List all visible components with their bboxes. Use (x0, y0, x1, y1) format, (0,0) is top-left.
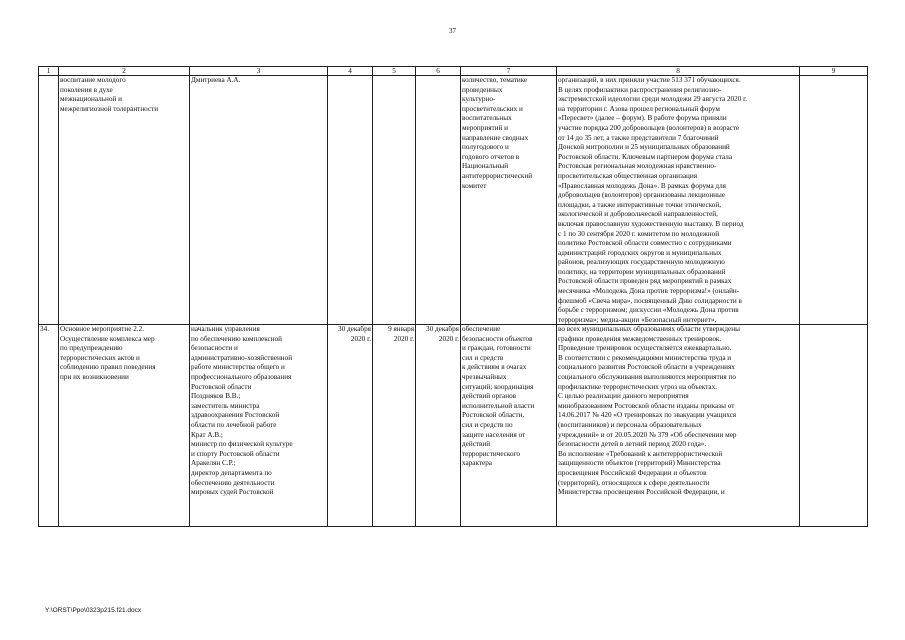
cell-line: и спорту Ростовской области (191, 449, 280, 458)
cell-line: социального развития Ростовской области в учреждениях (558, 363, 735, 372)
cell-line: здравоохранения Ростовской (191, 411, 280, 420)
cell-line: 14.06.2017 № 420 «О тренировках по эвакуации учащихся (558, 411, 737, 420)
table-row (39, 325, 868, 527)
cell-line: безопасности объектов (462, 334, 533, 343)
cell-line: Основное мероприятие 2.2. (60, 325, 145, 333)
cell-line: на территории г. Азова прошел региональный форум (558, 104, 720, 113)
table-cell-col-8 (557, 76, 800, 325)
column-header-1: 1 (39, 67, 59, 76)
table-cell-col-7 (461, 76, 557, 325)
cell-line: месячника «Молодежь Дона против терроризма!» (онлайн- (558, 287, 740, 296)
cell-line: минобразованием Ростовской области изданы приказы от (558, 401, 735, 410)
cell-line: просветительская общественная организация (558, 171, 698, 180)
cell-line: мероприятий и (462, 123, 508, 132)
cell-line: администраций городских округов и муниципальных (558, 248, 722, 257)
table-cell-col-4 (328, 76, 373, 325)
cell-line: Аракелян С.Р.; (191, 459, 236, 468)
cell-line: организаций, в них приняли участие 513 371 обучающихся. (558, 76, 741, 84)
cell-line: Ростовской области, (462, 411, 525, 420)
cell-line: (воспитанников) и персонала образовательных (558, 420, 702, 429)
cell-line: Донской митрополии и 25 муниципальных образований (558, 143, 730, 152)
cell-line: Ростовская региональная молодежная нравственно- (558, 162, 717, 171)
cell-line: С целью реализации данного мероприятия (558, 392, 689, 401)
cell-line: 30 декабря (338, 325, 371, 333)
row-number: 34. (40, 325, 49, 333)
cell-line: воспитание молодого (60, 76, 126, 84)
table-cell-col-9 (800, 325, 868, 527)
cell-line: просвещения Российской Федерации и объектов (558, 468, 707, 477)
cell-line: межнациональной и (60, 95, 122, 104)
cell-line: комитет (462, 181, 487, 190)
cell-line: полугодового и (462, 143, 509, 152)
table-cell-col-1 (39, 76, 59, 325)
cell-line: профессионального образования (191, 372, 292, 381)
cell-line: добровольцев (волонтеров) организованы лекционные (558, 191, 726, 200)
cell-line: Во исполнение «Требований к антитеррористической (558, 449, 723, 458)
cell-line: заместитель министра (191, 401, 260, 410)
table-cell-col-1 (39, 325, 59, 527)
table-row (39, 76, 868, 325)
cell-line: 9 января (388, 325, 414, 333)
table-cell-col-5 (373, 76, 416, 325)
cell-line: количество, тематике (462, 76, 528, 84)
cell-line: культурно- (462, 95, 496, 104)
column-header-2: 2 (59, 67, 190, 76)
column-header-9: 9 (800, 67, 868, 76)
header-row (39, 67, 868, 76)
table-cell-col-6 (416, 325, 461, 527)
cell-line: борьбе с терроризмом; дискуссии «Молодежь Дона против (558, 306, 739, 315)
cell-line: графики проведения межведомственных тренировок. (558, 334, 722, 343)
report-table (38, 66, 868, 527)
cell-line: действий органов (462, 392, 517, 401)
cell-line: безопасности и (191, 344, 238, 353)
cell-line: В целях профилактики распространения религиозно- (558, 85, 722, 94)
table-cell-col-2 (59, 76, 190, 325)
cell-line: направление сводных (462, 133, 529, 142)
column-header-7: 7 (461, 67, 557, 76)
cell-line: 2020 г. (438, 334, 459, 343)
cell-line: терроризма»; медиа-акции «Безопасный интернет», (558, 315, 717, 324)
cell-line: сил и средств по (462, 420, 513, 429)
cell-line: воспитательных (462, 114, 512, 123)
cell-line: 30 декабря (426, 325, 459, 333)
cell-line: Ростовской области (191, 382, 252, 391)
cell-line: террористических актов и (60, 353, 140, 362)
cell-line: обеспечение (462, 325, 501, 333)
cell-line: участие порядка 200 добровольцев (волонтеров) в возрасте (558, 123, 740, 132)
table-cell-col-4 (328, 325, 373, 527)
table-cell-col-6 (416, 76, 461, 325)
cell-line: политике Ростовской области совместно с сотрудниками (558, 239, 732, 248)
cell-line: защищенности объектов (территорий) Министерства (558, 459, 721, 468)
cell-line: мировых судей Ростовской (191, 488, 274, 497)
cell-line: Министерства просвещения Российской Федерации, и (558, 488, 725, 497)
cell-line: Ростовской области. Ключевым партнером форума стала (558, 152, 733, 161)
cell-line: от 14 до 35 лет, а также представители 7 благочиний (558, 133, 719, 142)
cell-line: области по лечебной работе (191, 420, 277, 429)
cell-line: Национальный (462, 162, 509, 171)
cell-line: поколения в духе (60, 85, 113, 94)
cell-line: 2020 г. (393, 334, 414, 343)
table-cell-col-9 (800, 76, 868, 325)
cell-line: межрелигиозной толерантности (60, 104, 159, 113)
cell-line: политику, на территории муниципальных образований (558, 267, 726, 276)
cell-line: годового отчетов в (462, 152, 520, 161)
table-cell-col-3 (190, 325, 328, 527)
cell-line: Крат А.В.; (191, 430, 223, 439)
cell-line: флешмоб «Свеча мира», посвященный Дню солидарности в (558, 296, 742, 305)
cell-line: по предупреждению (60, 344, 123, 353)
column-header-8: 8 (557, 67, 800, 76)
file-path-footer: Y:\ORST\Ppo\0323p215.f21.docx (45, 607, 142, 614)
cell-line: по обеспечению комплексной (191, 334, 283, 343)
cell-line: исполнительной власти (462, 401, 535, 410)
cell-line: социального обслуживания выполняются мероприятия по (558, 372, 736, 381)
cell-line: во всех муниципальных образованиях области утверждены (558, 325, 740, 333)
cell-line: Ростовской области проведен ряд мероприятий в рамках (558, 277, 732, 286)
cell-line: просветительских и (462, 104, 523, 113)
cell-line: обеспечению деятельности (191, 478, 275, 487)
cell-line: учреждений» и от 20.05.2020 № 379 «Об обеспечении мер (558, 430, 737, 439)
cell-line: работе министерства общего и (191, 363, 285, 372)
cell-line: «Пересвет» (далее – форум). В работе форума приняли (558, 114, 727, 123)
cell-line: включая православную художественную выставку. В период (558, 219, 744, 228)
cell-line: антитеррористический (462, 171, 533, 180)
cell-line: Дмитриева А.А. (191, 76, 241, 84)
cell-line: министр по физической культуре (191, 440, 293, 449)
cell-line: (территорий), относящихся к сфере деятельности (558, 478, 710, 487)
cell-line: экологической и добровольческой направленностей, (558, 210, 718, 219)
table-cell-col-3 (190, 76, 328, 325)
table-cell-col-7 (461, 325, 557, 527)
cell-line: сил и средств (462, 353, 504, 362)
cell-line: экстремистской идеологии среди молодежи 29 августа 2020 г. (558, 95, 748, 104)
column-header-3: 3 (190, 67, 328, 76)
cell-line: защите населения от (462, 430, 526, 439)
cell-line: «Православная молодежь Дона». В рамках форума для (558, 181, 726, 190)
table-cell-col-5 (373, 325, 416, 527)
cell-line: проведенных (462, 85, 503, 94)
cell-line: характера (462, 459, 492, 468)
cell-line: профилактике террористических угроз на объектах. (558, 382, 718, 391)
cell-line: 2020 г. (350, 334, 371, 343)
page-number: 37 (449, 27, 456, 35)
cell-line: при их возникновении (60, 372, 129, 381)
cell-line: Поздняков В.В.; (191, 392, 241, 401)
cell-line: соблюдению правил поведения (60, 363, 156, 372)
cell-line: и граждан, готовности (462, 344, 531, 353)
cell-line: В соответствии с рекомендациями министерства труда и (558, 353, 732, 362)
cell-line: с 1 по 30 сентября 2020 г. комитетом по молодежной (558, 229, 720, 238)
column-header-6: 6 (416, 67, 461, 76)
cell-line: директор департамента по (191, 468, 272, 477)
cell-line: Проведение тренировок осуществляется ежеквартально. (558, 344, 732, 353)
cell-line: к действиям в очагах (462, 363, 527, 372)
cell-line: площадки, а также интерактивные точки этнической, (558, 200, 722, 209)
table-cell-col-8 (557, 325, 800, 527)
cell-line: районов, реализующих государственную молодежную (558, 258, 725, 267)
cell-line: Осуществление комплекса мер (60, 334, 155, 343)
column-header-5: 5 (373, 67, 416, 76)
cell-line: безопасности детей в летний период 2020 года». (558, 440, 707, 449)
cell-line: чрезвычайных (462, 372, 507, 381)
cell-line: административно-хозяйственной (191, 353, 293, 362)
cell-line: действий (462, 440, 491, 449)
cell-line: начальник управления (191, 325, 260, 333)
column-header-4: 4 (328, 67, 373, 76)
table-cell-col-2 (59, 325, 190, 527)
cell-line: террористического (462, 449, 520, 458)
cell-line: ситуаций; координация (462, 382, 534, 391)
